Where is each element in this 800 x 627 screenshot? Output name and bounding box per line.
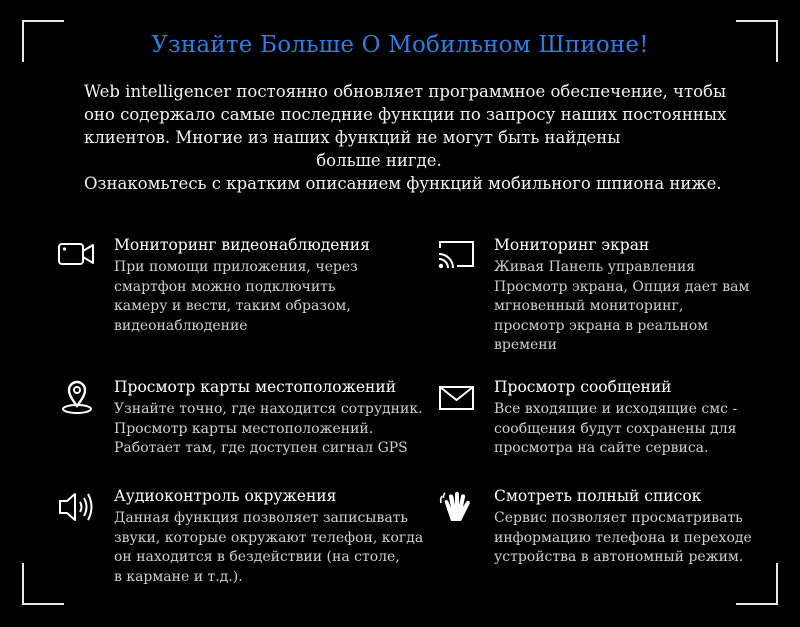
description-line: Просмотр карты местоположений.	[114, 420, 374, 437]
description-line: просмотр экрана в реальном	[494, 317, 709, 334]
description-line: Данная функция позволяет записывать	[114, 510, 409, 526]
feature-description	[494, 258, 794, 356]
description-line: Все входящие и исходящие смс -	[494, 401, 738, 417]
description-line: При помощи приложения, через	[114, 259, 358, 275]
intro-line: Ознакомьтесь с кратким описанием функций мобильного шпиона ниже.	[84, 174, 722, 193]
speaker-icon	[57, 487, 97, 527]
description-line: мгновенный мониторинг,	[494, 298, 684, 314]
intro-text	[84, 80, 734, 195]
intro-line: оно содержало самые последние функции по запросу наших постоянных	[84, 105, 727, 124]
description-line: Просмотр экрана, Опция дает вам	[494, 278, 750, 295]
frame-corner-bottom-right	[736, 563, 778, 605]
description-line: Живая Панель управления	[494, 259, 696, 275]
description-line: он находится в бездействии (на столе,	[114, 549, 400, 565]
feature-title: Мониторинг видеонаблюдения	[114, 236, 370, 254]
description-line: времени	[494, 337, 557, 353]
screen-cast-icon	[437, 236, 477, 276]
envelope-icon	[437, 378, 477, 418]
frame-corner-bottom-left	[22, 563, 64, 605]
feature-description	[494, 400, 794, 459]
feature-description	[114, 258, 414, 336]
description-line: Сервис позволяет просматривать	[494, 510, 743, 526]
page-title: Узнайте Больше О Мобильном Шпионе!	[151, 32, 649, 58]
map-pin-icon	[57, 378, 97, 418]
description-line: видеонаблюдение	[114, 317, 248, 334]
description-line: камеру и вести, таким образом,	[114, 298, 351, 314]
description-line: информацию телефона и переходе	[494, 529, 752, 546]
feature-title: Смотреть полный список	[494, 487, 702, 505]
description-line: Узнайте точно, где находится сотрудник.	[114, 401, 423, 417]
feature-description	[114, 509, 424, 587]
intro-line: больше нигде.	[316, 151, 442, 170]
feature-description	[494, 509, 794, 568]
description-line: в кармане и т.д.).	[114, 568, 243, 585]
description-line: звуки, которые окружают телефон, когда	[114, 529, 424, 546]
description-line: устройства в автономный режим.	[494, 549, 744, 565]
description-line: просмотра на сайте сервиса.	[494, 440, 709, 456]
feature-title: Аудиоконтроль окружения	[114, 487, 337, 505]
intro-line: Web intelligencer постоянно обновляет программное обеспечение, чтобы	[84, 82, 727, 101]
description-line: сообщения будут сохранены для	[494, 420, 737, 437]
description-line: смартфон можно подключить	[114, 278, 336, 295]
video-camera-icon	[57, 236, 97, 276]
feature-title: Просмотр сообщений	[494, 378, 672, 396]
feature-title: Мониторинг экран	[494, 236, 650, 254]
description-line: Работает там, где доступен сигнал GPS	[114, 440, 408, 456]
feature-title: Просмотр карты местоположений	[114, 378, 397, 396]
intro-line: клиентов. Многие из наших функций не могут быть найдены	[84, 128, 621, 147]
hand-wave-icon	[437, 487, 477, 527]
feature-description	[114, 400, 434, 459]
